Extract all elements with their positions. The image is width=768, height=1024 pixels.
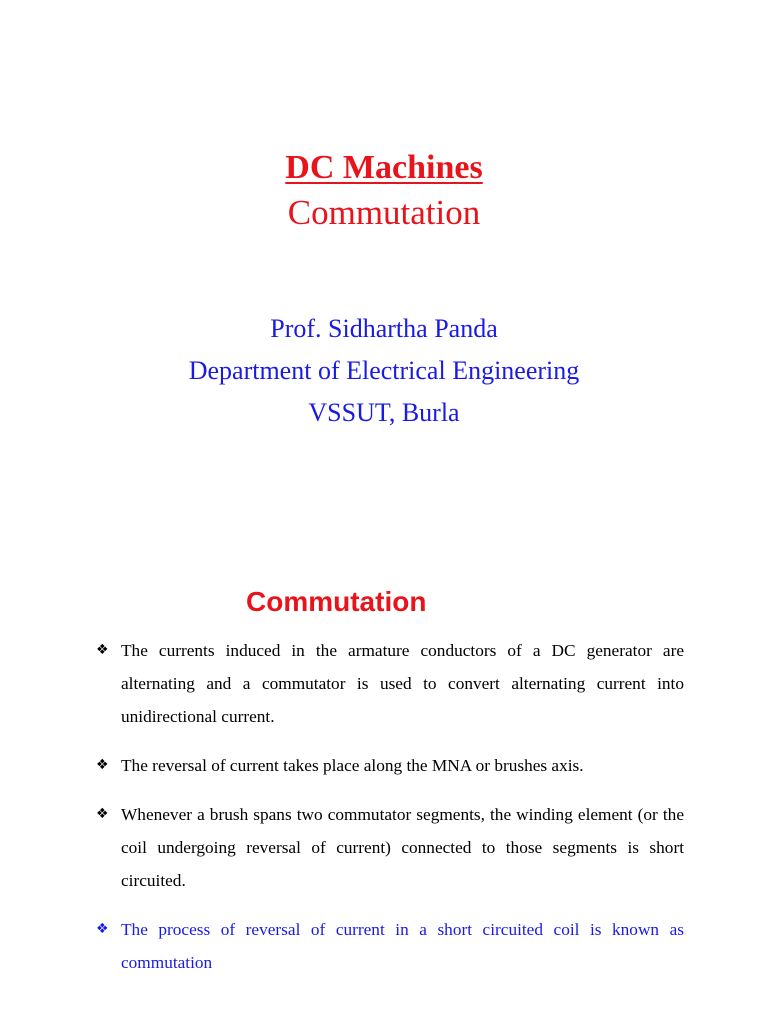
author-institution: VSSUT, Burla <box>308 398 460 427</box>
page-title: DC Machines <box>285 149 483 186</box>
bullet-text: The reversal of current takes place along the MNA or brushes axis. <box>121 756 584 775</box>
author-department: Department of Electrical Engineering <box>188 356 580 385</box>
diamond-dots-icon: ❖ <box>96 757 109 773</box>
bullet-list <box>96 634 684 995</box>
bullet-item <box>96 634 684 733</box>
author-name: Prof. Sidhartha Panda <box>270 314 498 343</box>
bullet-text: The process of reversal of current in a short circuited coil is known as commutation <box>121 920 684 972</box>
bullet-item <box>96 749 684 782</box>
bullet-text: Whenever a brush spans two commutator segments, the winding element (or the coil undergoing reversal of current) connected to those segments is short circuited. <box>121 805 684 890</box>
bullet-text: The currents induced in the armature conductors of a DC generator are alternating and a commutator is used to convert alternating current into unidirectional current. <box>121 641 684 726</box>
author-block <box>0 308 768 434</box>
bullet-item-highlighted <box>96 913 684 979</box>
diamond-dots-icon: ❖ <box>96 921 109 937</box>
diamond-dots-icon: ❖ <box>96 806 109 822</box>
section-heading: Commutation <box>246 586 427 617</box>
diamond-dots-icon: ❖ <box>96 642 109 658</box>
title-block <box>0 146 768 236</box>
page-subtitle: Commutation <box>287 193 481 232</box>
bullet-item <box>96 798 684 897</box>
